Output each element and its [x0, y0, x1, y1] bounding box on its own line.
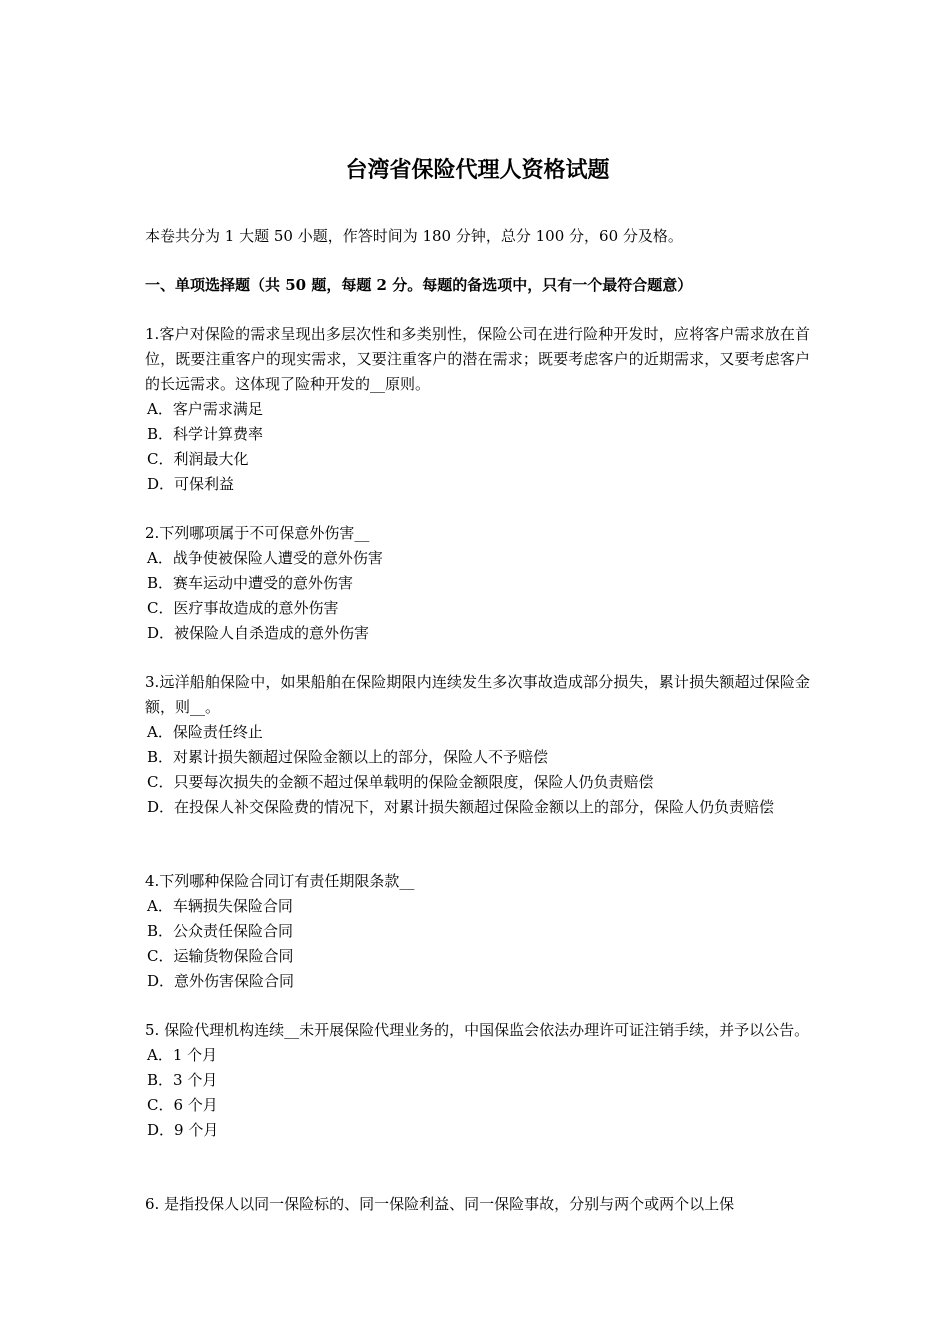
option-a: A．保险责任终止: [147, 723, 263, 741]
option-b: B．赛车运动中遭受的意外伤害: [147, 574, 354, 592]
question-stem: 6. 是指投保人以同一保险标的、同一保险利益、同一保险事故，分别与两个或两个以上保: [145, 1195, 735, 1213]
exam-intro: 本卷共分为 1 大题 50 小题，作答时间为 180 分钟，总分 100 分，60 分及格。: [145, 227, 683, 245]
section-heading: 一、单项选择题（共 50 题，每题 2 分。每题的备选项中，只有一个最符合题意）: [145, 276, 693, 294]
option-d: D．可保利益: [147, 475, 235, 493]
option-c: C．利润最大化: [147, 450, 249, 468]
question-6: [145, 1192, 810, 1217]
option-c: C．6 个月: [147, 1096, 218, 1114]
option-b: B．公众责任保险合同: [147, 922, 294, 940]
question-stem: 2.下列哪项属于不可保意外伤害__: [145, 524, 370, 542]
option-a: A．战争使被保险人遭受的意外伤害: [147, 549, 383, 567]
option-d: D．9 个月: [147, 1121, 219, 1139]
option-a: A．客户需求满足: [147, 400, 263, 418]
option-a: A．车辆损失保险合同: [147, 897, 293, 915]
option-b: B．对累计损失额超过保险金额以上的部分，保险人不予赔偿: [147, 748, 549, 766]
option-d: D．被保险人自杀造成的意外伤害: [147, 624, 370, 642]
question-3: [145, 670, 810, 820]
question-2: [145, 521, 810, 646]
option-d: D．意外伤害保险合同: [147, 972, 295, 990]
question-stem: 5. 保险代理机构连续__未开展保险代理业务的，中国保监会依法办理许可证注销手续，并予以公告。: [145, 1021, 810, 1039]
option-b: B．科学计算费率: [147, 425, 264, 443]
option-b: B．3 个月: [147, 1071, 218, 1089]
option-c: C．运输货物保险合同: [147, 947, 294, 965]
option-c: C．医疗事故造成的意外伤害: [147, 599, 339, 617]
document-title: 台湾省保险代理人资格试题: [345, 157, 610, 183]
option-c: C．只要每次损失的金额不超过保单载明的保险金额限度，保险人仍负责赔偿: [147, 773, 654, 791]
question-stem: 1.客户对保险的需求呈现出多层次性和多类别性，保险公司在进行险种开发时，应将客户需求放在首位，既要注重客户的现实需求，又要注重客户的潜在需求；既要考虑客户的近期需求，又要考虑客户的长远需求。这体现了险种开发的__原则。: [145, 325, 810, 393]
question-stem: 3.远洋船舶保险中，如果船舶在保险期限内连续发生多次事故造成部分损失，累计损失额超过保险金额，则__。: [145, 673, 810, 716]
question-stem: 4.下列哪种保险合同订有责任期限条款__: [145, 872, 415, 890]
question-5: [145, 1018, 810, 1143]
option-a: A．1 个月: [147, 1046, 218, 1064]
option-d: D．在投保人补交保险费的情况下，对累计损失额超过保险金额以上的部分，保险人仍负责赔偿: [147, 798, 775, 816]
question-1: [145, 322, 810, 497]
question-4: [145, 869, 810, 994]
